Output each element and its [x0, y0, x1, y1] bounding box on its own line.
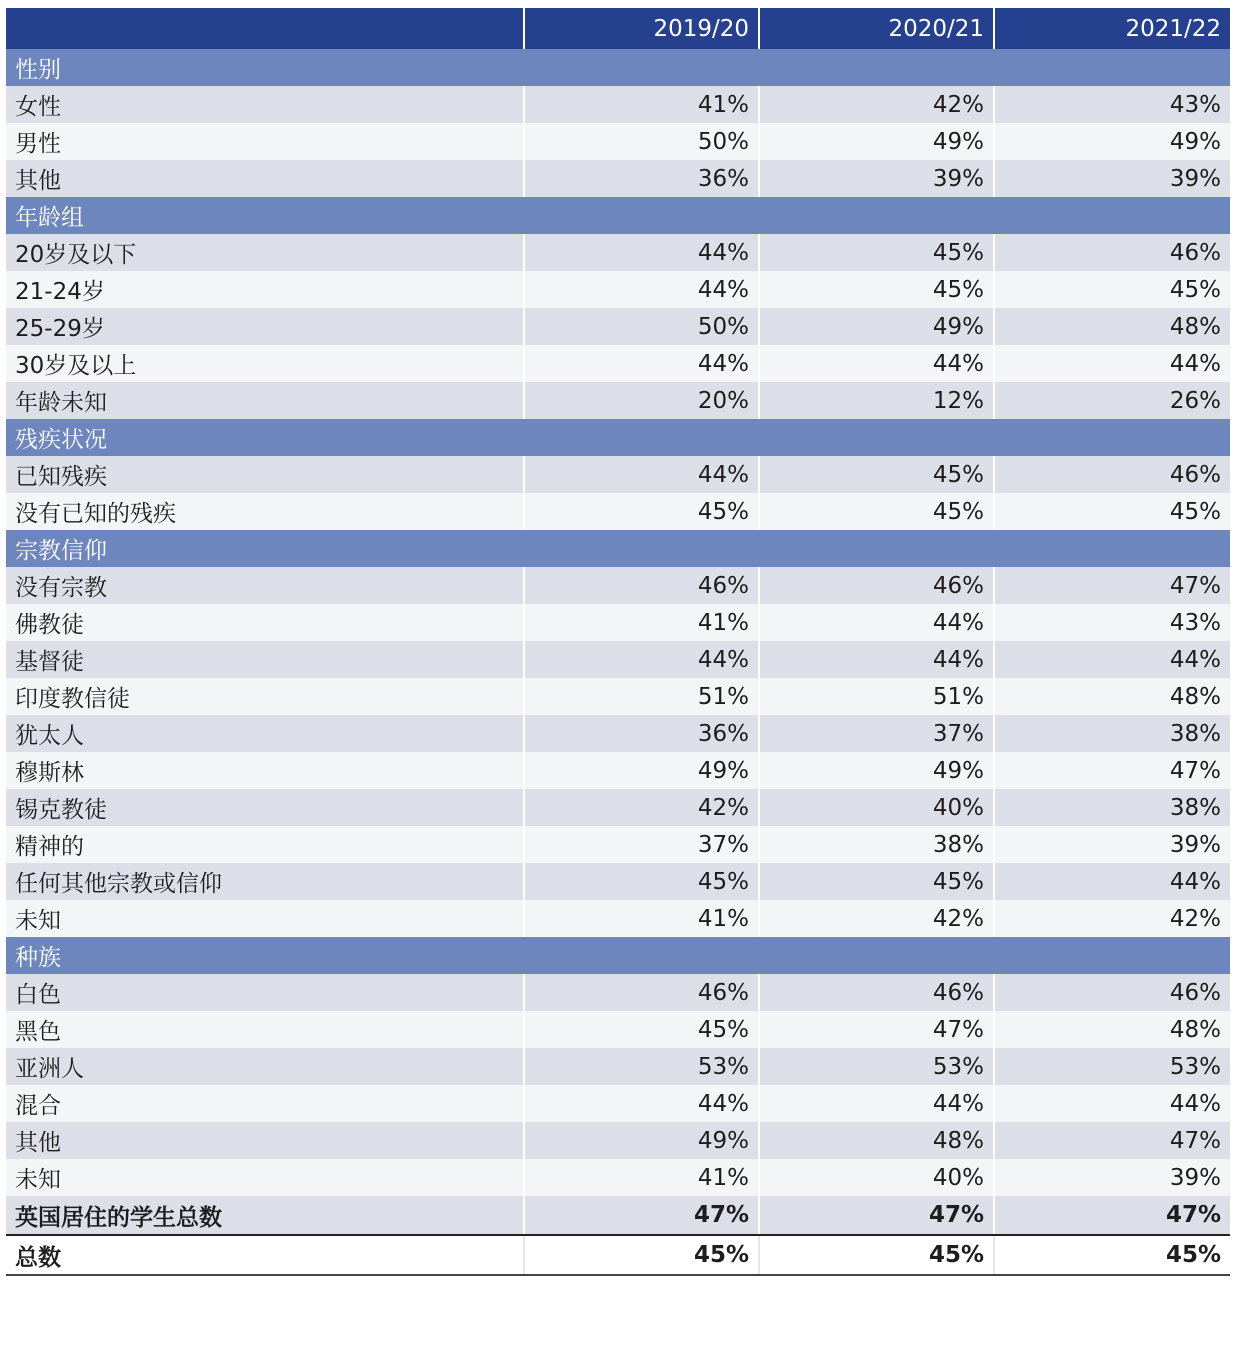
row-value: 44%: [524, 1085, 759, 1122]
row-value: 45%: [759, 456, 994, 493]
row-value: 46%: [994, 974, 1230, 1011]
row-value: 39%: [759, 160, 994, 197]
section-title: 性别: [6, 49, 1230, 86]
row-label: 其他: [6, 1122, 524, 1159]
row-value: 44%: [759, 641, 994, 678]
table-row: [6, 567, 1230, 604]
row-value: 39%: [994, 826, 1230, 863]
row-value: 51%: [524, 678, 759, 715]
table-row: [6, 1085, 1230, 1122]
row-value: 50%: [524, 123, 759, 160]
section-header-row: [6, 49, 1230, 86]
row-value: 37%: [524, 826, 759, 863]
row-value: 45%: [759, 493, 994, 530]
section-header-row: [6, 419, 1230, 456]
table-row: [6, 1159, 1230, 1196]
table-row: [6, 382, 1230, 419]
row-value: 46%: [759, 974, 994, 1011]
row-value: 46%: [994, 456, 1230, 493]
row-value: 48%: [759, 1122, 994, 1159]
section-title: 种族: [6, 937, 1230, 974]
header-corner-cell: [6, 8, 524, 49]
section-header-row: [6, 937, 1230, 974]
row-value: 44%: [524, 345, 759, 382]
row-value: 45%: [994, 271, 1230, 308]
row-label: 25-29岁: [6, 308, 524, 345]
row-label: 黑色: [6, 1011, 524, 1048]
row-label: 其他: [6, 160, 524, 197]
row-value: 53%: [759, 1048, 994, 1085]
table-row: [6, 456, 1230, 493]
row-value: 37%: [759, 715, 994, 752]
row-value: 43%: [994, 86, 1230, 123]
table-body: [6, 8, 1230, 1275]
row-value: 36%: [524, 160, 759, 197]
row-label: 女性: [6, 86, 524, 123]
table-row: [6, 234, 1230, 271]
header-year-2019-20: 2019/20: [524, 8, 759, 49]
row-value: 45%: [524, 863, 759, 900]
row-value: 12%: [759, 382, 994, 419]
row-value: 44%: [994, 641, 1230, 678]
section-title: 残疾状况: [6, 419, 1230, 456]
row-label: 锡克教徒: [6, 789, 524, 826]
row-value: 41%: [524, 900, 759, 937]
row-value: 48%: [994, 1011, 1230, 1048]
row-value: 41%: [524, 1159, 759, 1196]
table-row: [6, 123, 1230, 160]
row-value: 38%: [994, 715, 1230, 752]
row-value: 48%: [994, 308, 1230, 345]
row-value: 39%: [994, 1159, 1230, 1196]
row-label: 男性: [6, 123, 524, 160]
table-row: [6, 604, 1230, 641]
subtotal-row-value: 47%: [759, 1196, 994, 1235]
subtotal-row-value: 47%: [994, 1196, 1230, 1235]
row-label: 未知: [6, 1159, 524, 1196]
row-label: 没有已知的残疾: [6, 493, 524, 530]
row-value: 51%: [759, 678, 994, 715]
table-row: [6, 641, 1230, 678]
row-value: 44%: [994, 863, 1230, 900]
row-label: 任何其他宗教或信仰: [6, 863, 524, 900]
row-label: 犹太人: [6, 715, 524, 752]
row-value: 49%: [759, 308, 994, 345]
row-value: 39%: [994, 160, 1230, 197]
row-value: 46%: [759, 567, 994, 604]
table-row: [6, 345, 1230, 382]
row-value: 46%: [524, 974, 759, 1011]
row-value: 38%: [759, 826, 994, 863]
row-value: 44%: [994, 345, 1230, 382]
subtotal-row: [6, 1196, 1230, 1235]
table-row: [6, 308, 1230, 345]
table-row: [6, 715, 1230, 752]
subtotal-row-label: 英国居住的学生总数: [6, 1196, 524, 1235]
row-value: 44%: [524, 271, 759, 308]
row-value: 44%: [759, 604, 994, 641]
row-label: 已知残疾: [6, 456, 524, 493]
row-value: 53%: [994, 1048, 1230, 1085]
table-row: [6, 1011, 1230, 1048]
total-row-label: 总数: [6, 1235, 524, 1275]
row-value: 49%: [759, 123, 994, 160]
row-label: 未知: [6, 900, 524, 937]
table-row: [6, 863, 1230, 900]
row-value: 45%: [994, 493, 1230, 530]
row-value: 47%: [994, 567, 1230, 604]
section-header-row: [6, 530, 1230, 567]
row-label: 白色: [6, 974, 524, 1011]
section-header-row: [6, 197, 1230, 234]
total-row: [6, 1235, 1230, 1275]
row-label: 21-24岁: [6, 271, 524, 308]
table-row: [6, 160, 1230, 197]
row-value: 42%: [994, 900, 1230, 937]
total-row-value: 45%: [759, 1235, 994, 1275]
row-value: 44%: [759, 345, 994, 382]
row-value: 45%: [759, 234, 994, 271]
row-label: 佛教徒: [6, 604, 524, 641]
subtotal-row-value: 47%: [524, 1196, 759, 1235]
row-value: 42%: [524, 789, 759, 826]
table-row: [6, 900, 1230, 937]
row-label: 20岁及以下: [6, 234, 524, 271]
table-row: [6, 1048, 1230, 1085]
row-label: 穆斯林: [6, 752, 524, 789]
row-value: 48%: [994, 678, 1230, 715]
total-row-value: 45%: [994, 1235, 1230, 1275]
row-value: 47%: [994, 1122, 1230, 1159]
row-value: 41%: [524, 604, 759, 641]
row-label: 精神的: [6, 826, 524, 863]
row-value: 38%: [994, 789, 1230, 826]
row-value: 49%: [524, 1122, 759, 1159]
row-value: 49%: [759, 752, 994, 789]
table-row: [6, 789, 1230, 826]
row-value: 46%: [524, 567, 759, 604]
row-value: 49%: [524, 752, 759, 789]
row-value: 26%: [994, 382, 1230, 419]
data-table: [6, 8, 1230, 1276]
row-label: 没有宗教: [6, 567, 524, 604]
row-value: 44%: [524, 234, 759, 271]
table-row: [6, 1122, 1230, 1159]
row-value: 45%: [524, 493, 759, 530]
section-title: 宗教信仰: [6, 530, 1230, 567]
row-value: 45%: [524, 1011, 759, 1048]
row-label: 混合: [6, 1085, 524, 1122]
row-label: 30岁及以上: [6, 345, 524, 382]
row-value: 40%: [759, 789, 994, 826]
row-value: 44%: [759, 1085, 994, 1122]
table-row: [6, 271, 1230, 308]
row-value: 36%: [524, 715, 759, 752]
table-row: [6, 826, 1230, 863]
row-value: 20%: [524, 382, 759, 419]
row-value: 42%: [759, 86, 994, 123]
row-value: 45%: [759, 271, 994, 308]
row-label: 印度教信徒: [6, 678, 524, 715]
table-row: [6, 86, 1230, 123]
row-value: 44%: [524, 456, 759, 493]
row-value: 43%: [994, 604, 1230, 641]
header-year-2020-21: 2020/21: [759, 8, 994, 49]
row-value: 46%: [994, 234, 1230, 271]
row-value: 40%: [759, 1159, 994, 1196]
table-row: [6, 678, 1230, 715]
row-label: 亚洲人: [6, 1048, 524, 1085]
section-title: 年龄组: [6, 197, 1230, 234]
row-label: 年龄未知: [6, 382, 524, 419]
table-row: [6, 493, 1230, 530]
table-row: [6, 974, 1230, 1011]
row-value: 42%: [759, 900, 994, 937]
row-value: 49%: [994, 123, 1230, 160]
row-value: 47%: [759, 1011, 994, 1048]
row-value: 45%: [759, 863, 994, 900]
table-row: [6, 752, 1230, 789]
header-year-2021-22: 2021/22: [994, 8, 1230, 49]
header-row: [6, 8, 1230, 49]
row-value: 47%: [994, 752, 1230, 789]
row-value: 44%: [994, 1085, 1230, 1122]
row-value: 41%: [524, 86, 759, 123]
row-value: 53%: [524, 1048, 759, 1085]
row-value: 44%: [524, 641, 759, 678]
row-label: 基督徒: [6, 641, 524, 678]
total-row-value: 45%: [524, 1235, 759, 1275]
row-value: 50%: [524, 308, 759, 345]
